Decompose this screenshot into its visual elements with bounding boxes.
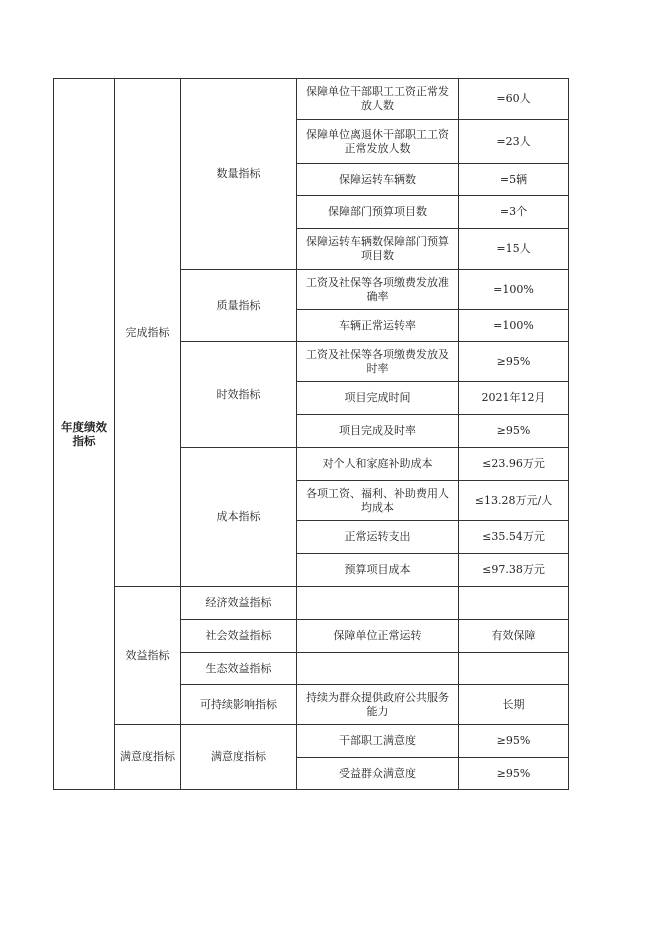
indicator-cell: 工资及社保等各项缴费发放及时率 [297,342,459,382]
level2-benefit: 效益指标 [115,587,181,725]
value-cell: =60人 [459,79,569,120]
indicator-cell: 保障单位离退休干部职工工资正常发放人数 [297,120,459,164]
value-cell: =15人 [459,229,569,270]
value-cell [459,653,569,685]
level3-quantity: 数量指标 [181,79,297,270]
level3-timeliness: 时效指标 [181,342,297,448]
value-cell: 2021年12月 [459,382,569,415]
indicator-cell: 工资及社保等各项缴费发放准确率 [297,270,459,310]
indicator-cell: 项目完成及时率 [297,415,459,448]
indicator-cell: 正常运转支出 [297,521,459,554]
indicator-cell: 持续为群众提供政府公共服务能力 [297,685,459,725]
indicator-cell: 保障运转车辆数 [297,164,459,196]
level2-completion: 完成指标 [115,79,181,587]
indicator-cell: 保障单位干部职工工资正常发放人数 [297,79,459,120]
level3-economic: 经济效益指标 [181,587,297,620]
value-cell: ≥95% [459,758,569,790]
level3-ecological: 生态效益指标 [181,653,297,685]
value-cell: ≥95% [459,342,569,382]
indicator-cell: 保障部门预算项目数 [297,196,459,229]
value-cell: ≥95% [459,415,569,448]
level2-satisfaction: 满意度指标 [115,725,181,790]
level1-label-annual-performance [54,79,115,790]
indicator-cell: 对个人和家庭补助成本 [297,448,459,481]
value-cell: =3个 [459,196,569,229]
level3-quality: 质量指标 [181,270,297,342]
value-cell: =5辆 [459,164,569,196]
indicator-cell: 各项工资、福利、补助费用人均成本 [297,481,459,521]
indicator-cell: 保障单位正常运转 [297,620,459,653]
value-cell: 长期 [459,685,569,725]
value-cell: ≤23.96万元 [459,448,569,481]
indicator-cell [297,653,459,685]
value-cell: ≤35.54万元 [459,521,569,554]
value-cell [459,587,569,620]
level3-sustainable: 可持续影响指标 [181,685,297,725]
indicator-cell: 干部职工满意度 [297,725,459,758]
indicator-cell: 项目完成时间 [297,382,459,415]
value-cell: 有效保障 [459,620,569,653]
value-cell: =100% [459,270,569,310]
level1-text-line2: 指标 [72,434,96,448]
level3-cost: 成本指标 [181,448,297,587]
level1-text-line1: 年度绩效 [61,420,107,434]
indicator-cell: 受益群众满意度 [297,758,459,790]
value-cell: =100% [459,310,569,342]
indicator-cell [297,587,459,620]
indicator-cell: 保障运转车辆数保障部门预算项目数 [297,229,459,270]
level3-satisfaction: 满意度指标 [181,725,297,790]
value-cell: =23人 [459,120,569,164]
indicator-cell: 车辆正常运转率 [297,310,459,342]
value-cell: ≤97.38万元 [459,554,569,587]
value-cell: ≤13.28万元/人 [459,481,569,521]
performance-indicator-table [53,78,569,790]
level3-social: 社会效益指标 [181,620,297,653]
value-cell: ≥95% [459,725,569,758]
indicator-cell: 预算项目成本 [297,554,459,587]
